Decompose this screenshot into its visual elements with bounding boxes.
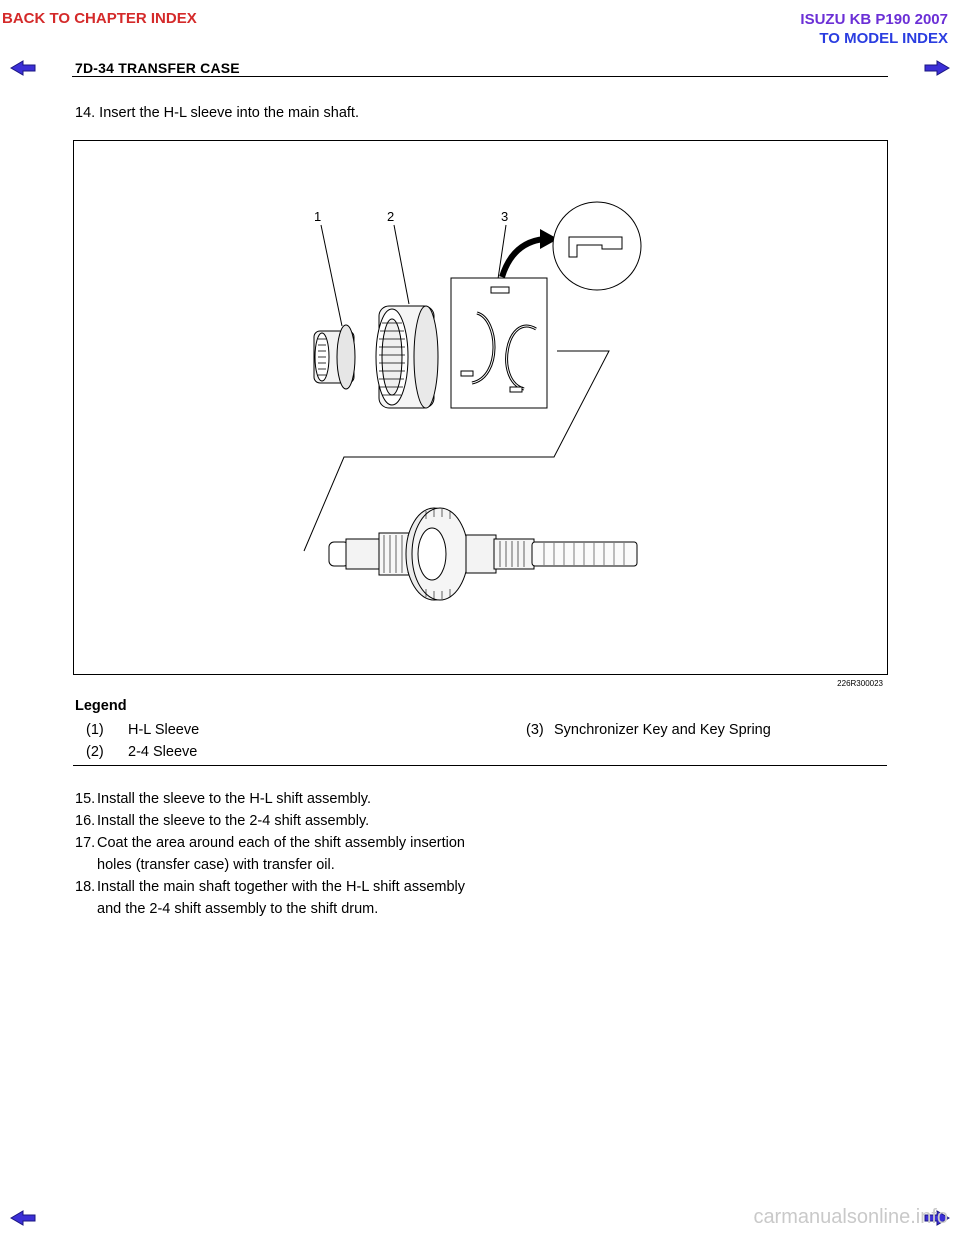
shaft-assembly-illustration [74, 141, 887, 674]
callout-2: 2 [387, 209, 395, 224]
watermark: carmanualsonline.info [753, 1206, 948, 1228]
prev-page-arrow-icon[interactable] [10, 60, 36, 76]
step-number: 15. [75, 791, 96, 807]
step-item [75, 788, 465, 810]
callout-3: 3 [501, 209, 509, 224]
step-number: 17. [75, 835, 96, 851]
legend-title: Legend [75, 698, 127, 714]
figure-frame [73, 140, 888, 675]
legend-item-label: H-L Sleeve [128, 722, 200, 738]
step-14-text: 14. Insert the H-L sleeve into the main shaft. [75, 105, 359, 121]
step-text: Coat the area around each of the shift assembly insertion holes (transfer case) with transfer oil. [97, 835, 465, 873]
step-text: Install the main shaft together with the H-L shift assembly and the 2-4 shift assembly to the shift drum. [97, 879, 465, 917]
main-shaft-part [329, 508, 637, 600]
24-sleeve-part [376, 306, 438, 408]
back-to-chapter-index-link[interactable]: BACK TO CHAPTER INDEX [2, 10, 197, 27]
steps-list [75, 788, 465, 920]
step-number: 18. [75, 879, 96, 895]
callout-1: 1 [314, 209, 322, 224]
legend-divider [73, 765, 887, 766]
model-title: ISUZU KB P190 2007 [800, 11, 948, 28]
legend-item-number: (3) [526, 722, 544, 738]
to-model-index-label: TO MODEL INDEX [819, 30, 948, 47]
step-item [75, 832, 465, 876]
step-text: Install the sleeve to the 2-4 shift assembly. [97, 813, 370, 829]
legend-item-3 [526, 722, 771, 738]
figure-code: 226R300023 [837, 679, 883, 688]
synchronizer-key-spring-part [451, 278, 547, 408]
hl-sleeve-part [314, 325, 355, 389]
prev-page-arrow-bottom-icon[interactable] [10, 1210, 36, 1226]
next-page-arrow-icon[interactable] [924, 60, 950, 76]
legend-item-number: (2) [86, 744, 104, 760]
legend-item-label: Synchronizer Key and Key Spring [554, 722, 771, 738]
header-divider [72, 76, 888, 77]
step-text: Install the sleeve to the H-L shift assembly. [97, 791, 372, 807]
page-header-title: 7D-34 TRANSFER CASE [75, 60, 240, 76]
legend-item-1 [86, 722, 199, 738]
step-number: 16. [75, 813, 96, 829]
legend-item-label: 2-4 Sleeve [128, 744, 198, 760]
legend-item-number: (1) [86, 722, 104, 738]
step-item [75, 810, 465, 832]
legend-item-2 [86, 744, 197, 760]
model-index-link[interactable] [800, 10, 948, 48]
detail-zoom-circle [553, 202, 641, 290]
step-item [75, 876, 465, 920]
